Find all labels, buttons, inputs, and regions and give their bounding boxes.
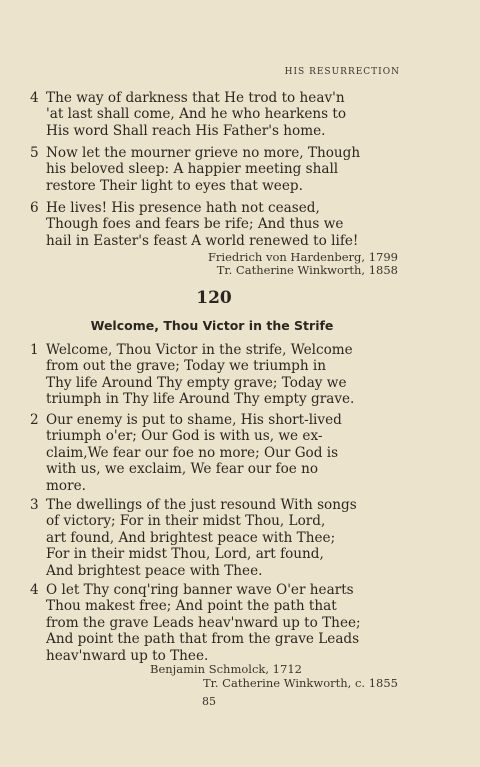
hymn-translator	[203, 677, 398, 690]
verse-line: Thy life Around Thy empty grave; Today we	[46, 374, 347, 391]
verse-line: his beloved sleep: A happier meeting shall	[46, 161, 339, 178]
page-number: 85	[202, 695, 216, 708]
verse-line: Welcome, Thou Victor in the strife, Welcome	[46, 342, 353, 358]
previous-verse-5	[30, 145, 398, 194]
author-credit: Friedrich von Hardenberg, 1799	[207, 250, 398, 264]
verse-line: with us, we exclaim, We fear our foe no	[46, 461, 319, 478]
previous-verse-4	[30, 90, 398, 139]
verse-line: His word Shall reach His Father's home.	[46, 122, 326, 139]
verse-line: O let Thy conq'ring banner wave O'er hearts	[46, 582, 354, 598]
verse-line: The dwellings of the just resound With songs	[46, 497, 357, 513]
verse-number: 4	[30, 582, 39, 598]
translator-credit: Tr. Catherine Winkworth, 1858	[216, 263, 398, 277]
verse-line: triumph in Thy life Around Thy empty grave.	[46, 391, 355, 408]
verse-number: 5	[30, 145, 39, 161]
verse-number: 2	[30, 412, 39, 428]
verse-number: 1	[30, 342, 39, 358]
author-credit: Benjamin Schmolck, 1712	[150, 662, 302, 676]
verse-line: Thou makest free; And point the path that	[46, 598, 337, 615]
hymn-verse-4	[30, 582, 398, 664]
verse-line: And brightest peace with Thee.	[46, 562, 263, 579]
hymn-verse-1	[30, 342, 398, 408]
verse-line: For in their midst Thou, Lord, art found,	[46, 546, 324, 563]
verse-line: Our enemy is put to shame, His short-lived	[46, 412, 342, 428]
verse-line: The way of darkness that He trod to heav'n	[46, 90, 345, 106]
verse-line: Though foes and fears be rife; And thus we	[46, 216, 344, 233]
verse-number: 3	[30, 497, 39, 513]
translator-credit: Tr. Catherine Winkworth, c. 1855	[202, 676, 398, 690]
verse-number: 4	[30, 90, 39, 106]
verse-line: hail in Easter's feast A world renewed to life!	[46, 232, 359, 249]
hymn-verse-3	[30, 497, 398, 579]
verse-line: heav'nward up to Thee.	[46, 647, 209, 664]
verse-line: claim,We fear our foe no more; Our God is	[46, 444, 339, 461]
hymn-title: Welcome, Thou Victor in the Strife	[90, 318, 334, 333]
verse-line: from out the grave; Today we triumph in	[46, 358, 326, 375]
verse-line: restore Their light to eyes that weep.	[46, 177, 303, 194]
verse-line: of victory; For in their midst Thou, Lord,	[46, 513, 326, 530]
running-head: HIS RESURRECTION	[284, 67, 400, 77]
hymn-credits	[150, 663, 302, 676]
verse-line: triumph o'er; Our God is with us, we ex-	[46, 428, 323, 445]
verse-line: He lives! His presence hath not ceased,	[46, 200, 320, 216]
previous-hymn-credits	[208, 251, 398, 277]
verse-line: 'at last shall come, And he who hearkens to	[46, 106, 347, 123]
verse-line: from the grave Leads heav'nward up to Thee;	[46, 614, 361, 631]
verse-number: 6	[30, 200, 39, 216]
verse-line: art found, And brightest peace with Thee;	[46, 529, 336, 546]
verse-line: And point the path that from the grave Leads	[46, 631, 360, 648]
verse-line: Now let the mourner grieve no more, Though	[46, 145, 361, 161]
hymn-number: 120	[196, 288, 232, 308]
previous-verse-6	[30, 200, 398, 249]
verse-line: more.	[46, 477, 86, 494]
hymn-verse-2	[30, 412, 398, 494]
